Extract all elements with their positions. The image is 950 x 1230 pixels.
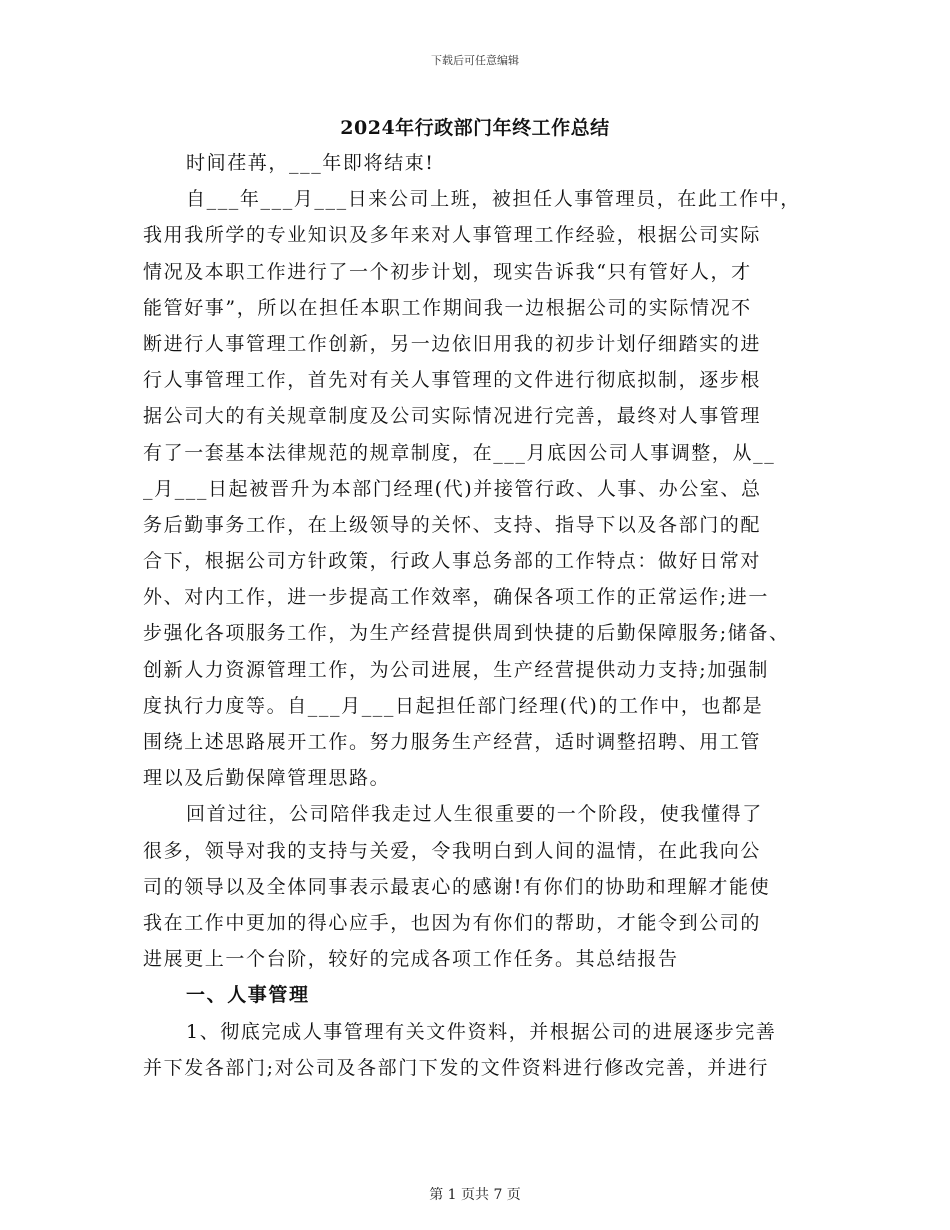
paragraph-line: 能管好事”，所以在担任本职工作期间我一边根据公司的实际情况不: [143, 296, 752, 319]
paragraph-line: 有了一套基本法律规范的规章制度，在___月底因公司人事调整，从__: [143, 441, 776, 464]
paragraph-line: 合下，根据公司方针政策，行政人事总务部的工作特点：做好日常对: [143, 550, 762, 573]
paragraph-line: 我用我所学的专业知识及多年来对人事管理工作经验，根据公司实际: [143, 224, 762, 247]
paragraph-line: 并下发各部门;对公司及各部门下发的文件资料进行修改完善，并进行: [143, 1056, 770, 1079]
paragraph-line: 时间荏苒，___年即将结束!: [186, 152, 435, 174]
paragraph-line: 创新人力资源管理工作，为公司进展，生产经营提供动力支持;加强制: [143, 658, 770, 681]
paragraph-line: 度执行力度等。自___月___日起担任部门经理(代)的工作中，也都是: [143, 694, 764, 717]
paragraph-line: 情况及本职工作进行了一个初步计划，现实告诉我“只有管好人，才: [143, 260, 752, 283]
paragraph-line: 务后勤事务工作，在上级领导的关怀、支持、指导下以及各部门的配: [143, 513, 762, 536]
document-body: [143, 145, 833, 1086]
paragraph-line: 断进行人事管理工作创新，另一边依旧用我的初步计划仔细踏实的进: [143, 332, 762, 355]
paragraph-line: 理以及后勤保障管理思路。: [143, 767, 391, 790]
paragraph-line: 围绕上述思路展开工作。努力服务生产经营，适时调整招聘、用工管: [143, 731, 762, 753]
paragraph-line: 1、彻底完成人事管理有关文件资料，并根据公司的进展逐步完善: [186, 1020, 777, 1043]
paragraph-line: 司的领导以及全体同事表示最衷心的感谢!有你们的协助和理解才能使: [143, 875, 771, 898]
header-note: 下载后可任意编辑: [431, 54, 519, 67]
page-footer: 第 1 页共 7 页: [429, 1187, 521, 1203]
section-heading: 一、人事管理: [186, 984, 310, 1007]
document-title: 2024年行政部门年终工作总结: [340, 117, 610, 139]
paragraph-line: 据公司大的有关规章制度及公司实际情况进行完善，最终对人事管理: [143, 405, 762, 428]
paragraph-line: 步强化各项服务工作，为生产经营提供周到快捷的后勤保障服务;储备、: [143, 622, 790, 645]
paragraph-line: 行人事管理工作，首先对有关人事管理的文件进行彻底拟制，逐步根: [143, 369, 762, 392]
paragraph-line: 我在工作中更加的得心应手，也因为有你们的帮助，才能令到公司的: [143, 911, 762, 934]
paragraph-line: 自___年___月___日来公司上班，被担任人事管理员，在此工作中，: [186, 188, 801, 211]
paragraph-line: 进展更上一个台阶，较好的完成各项工作任务。其总结报告: [143, 948, 679, 971]
paragraph-line: 回首过往，公司陪伴我走过人生很重要的一个阶段，使我懂得了: [186, 803, 763, 826]
paragraph-line: 外、对内工作，进一步提高工作效率，确保各项工作的正常运作;进一: [143, 586, 770, 609]
paragraph-line: _月___日起被晋升为本部门经理(代)并接管行政、人事、办公室、总: [143, 477, 762, 500]
paragraph-line: 很多，领导对我的支持与关爱，令我明白到人间的温情，在此我向公: [143, 839, 762, 862]
